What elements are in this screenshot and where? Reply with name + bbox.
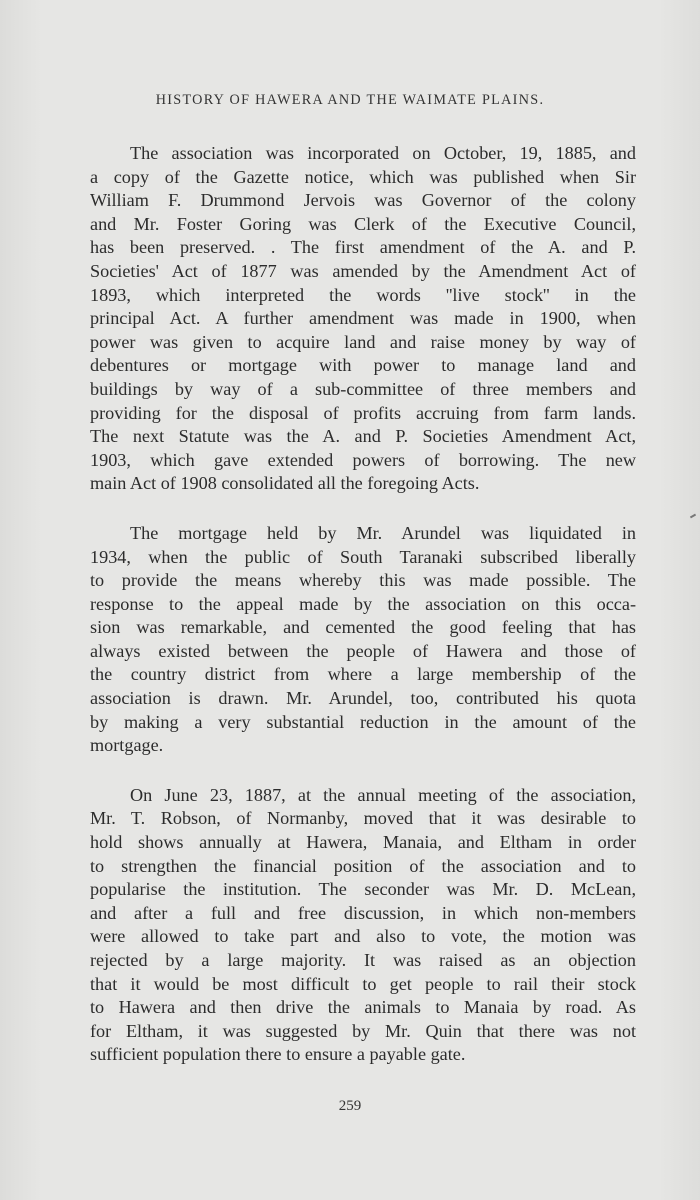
margin-speck: [690, 514, 696, 519]
text-line: the country district from where a large membership of the: [90, 664, 636, 685]
paragraph-incorporation: [90, 142, 636, 496]
text-line: has been preserved. . The first amendment of the A. and P.: [90, 237, 636, 258]
text-line: to provide the means whereby this was made possible. The: [90, 570, 636, 591]
text-line: and Mr. Foster Goring was Clerk of the Executive Council,: [90, 213, 636, 234]
text-line: The mortgage held by Mr. Arundel was liquidated in: [130, 522, 636, 543]
text-line: always existed between the people of Hawera and those of: [90, 640, 636, 661]
text-line: debentures or mortgage with power to manage land and: [90, 355, 636, 376]
text-line: that it would be most difficult to get people to rail their stock: [90, 973, 636, 994]
text-line: popularise the institution. The seconder was Mr. D. McLean,: [90, 879, 636, 900]
body-text: [90, 142, 636, 1093]
text-line: hold shows annually at Hawera, Manaia, and Eltham in order: [90, 832, 636, 853]
text-line: mortgage.: [90, 735, 164, 756]
text-line: association is drawn. Mr. Arundel, too, contributed his quota: [90, 688, 636, 709]
text-line: sion was remarkable, and cemented the good feeling that has: [90, 617, 636, 638]
text-line: 1893, which interpreted the words ''live stock'' in the: [90, 284, 636, 305]
text-line: The next Statute was the A. and P. Societies Amendment Act,: [90, 426, 636, 447]
text-line: to strengthen the financial position of the association and to: [90, 855, 636, 876]
text-line: rejected by a large majority. It was raised as an objection: [90, 950, 636, 970]
text-line: On June 23, 1887, at the annual meeting of the association,: [130, 784, 636, 805]
text-line: to Hawera and then drive the animals to Manaia by road. As: [90, 997, 636, 1018]
text-line: by making a very substantial reduction in the amount of the: [90, 711, 636, 732]
text-line: providing for the disposal of profits accruing from farm lands.: [90, 402, 636, 423]
text-line: sufficient population there to ensure a payable gate.: [90, 1044, 466, 1065]
text-line: Societies' Act of 1877 was amended by the Amendment Act of: [90, 260, 636, 281]
text-line: response to the appeal made by the association on this occa-: [90, 593, 636, 614]
text-line: were allowed to take part and also to vote, the motion was: [90, 926, 636, 947]
text-line: 1934, when the public of South Taranaki subscribed liberally: [90, 546, 636, 567]
paragraph-mortgage: [90, 522, 636, 758]
text-line: principal Act. A further amendment was made in 1900, when: [90, 308, 636, 329]
text-line: 1903, which gave extended powers of borrowing. The new: [90, 449, 636, 470]
text-line: main Act of 1908 consolidated all the foregoing Acts.: [90, 473, 480, 494]
text-line: for Eltham, it was suggested by Mr. Quin that there was not: [90, 1020, 636, 1041]
page-number: 259: [338, 1098, 362, 1114]
text-line: and after a full and free discussion, in which non-members: [90, 902, 636, 923]
text-line: power was given to acquire land and raise money by way of: [90, 331, 636, 352]
running-header: HISTORY OF HAWERA AND THE WAIMATE PLAINS.: [155, 92, 545, 108]
text-line: Mr. T. Robson, of Normanby, moved that it was desirable to: [90, 808, 636, 829]
text-line: buildings by way of a sub-committee of three members and: [90, 378, 636, 399]
text-line: The association was incorporated on October, 19, 1885, and: [130, 143, 636, 163]
text-line: William F. Drummond Jervois was Governor of the colony: [90, 190, 636, 211]
paragraph-annual-meeting: [90, 784, 636, 1067]
text-line: a copy of the Gazette notice, which was published when Sir: [90, 166, 636, 187]
